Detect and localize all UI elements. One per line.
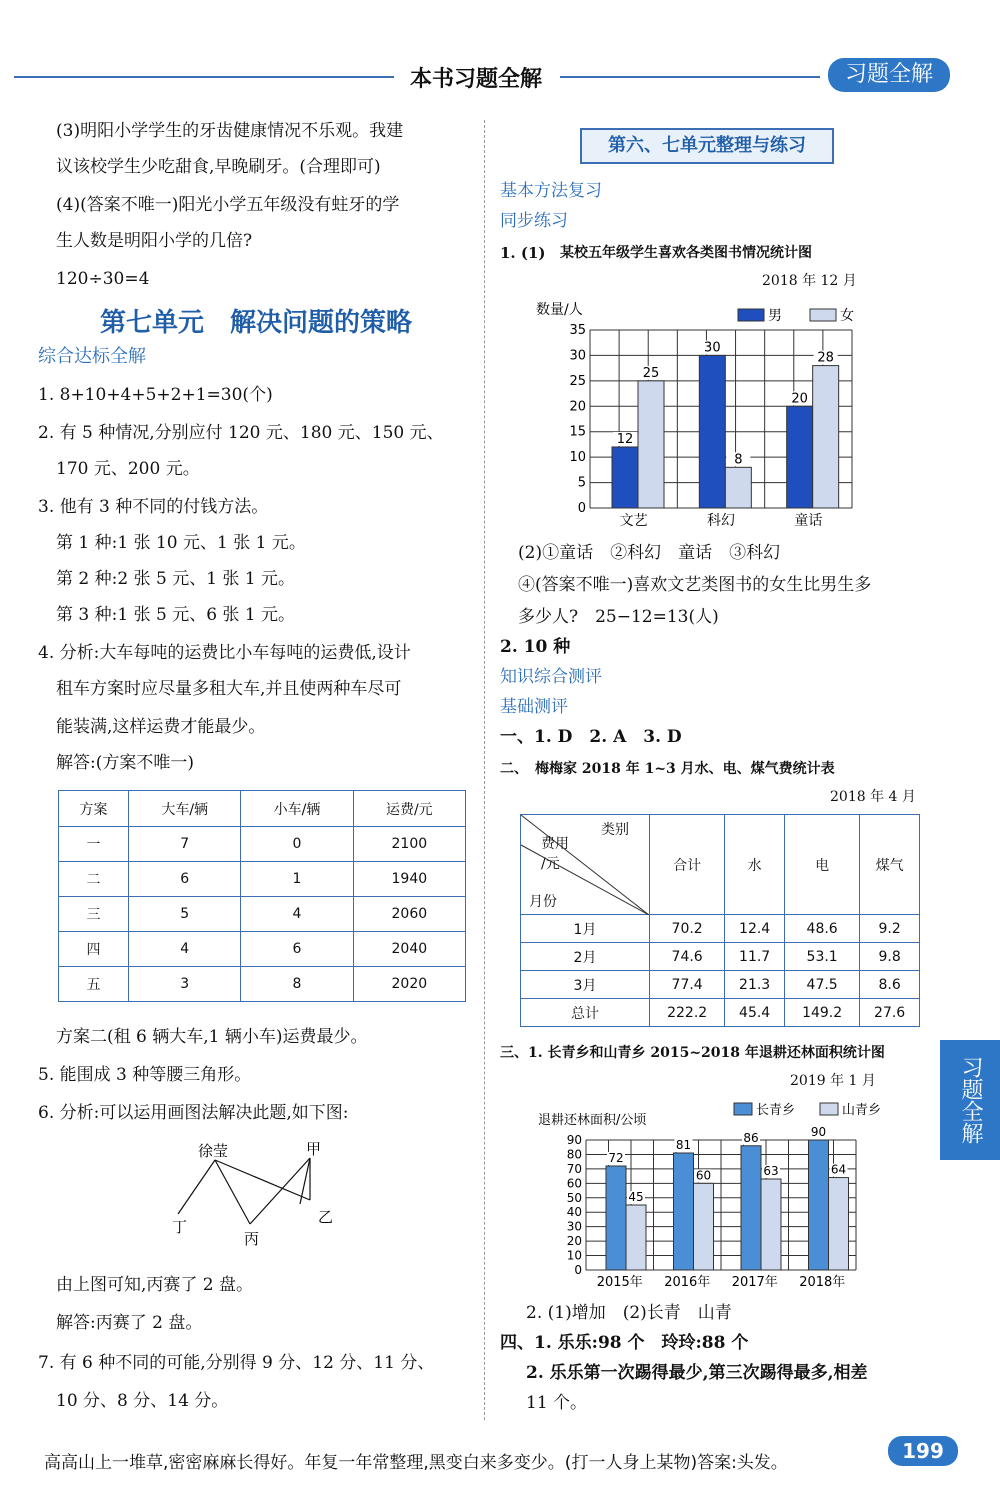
table-cell: 48.6 <box>784 915 859 943</box>
table-cell: 2月 <box>521 943 650 971</box>
category-label: 2018年 <box>799 1275 846 1290</box>
footer-riddle: 高高山上一堆草,密密麻麻长得好。年复一年常整理,黑变白来多变少。(打一人身上某物)答案:头发。 <box>44 1453 788 1473</box>
y-tick-label: 10 <box>566 1248 582 1263</box>
y-tick-label: 80 <box>566 1147 582 1162</box>
q4-line2: 租车方案时应尽量多租大车,并且使两种车尽可 <box>56 679 402 699</box>
bar <box>725 467 751 508</box>
data-label: 25 <box>642 365 660 381</box>
bar <box>606 1166 626 1270</box>
data-label: 90 <box>810 1125 827 1139</box>
data-label: 28 <box>817 350 834 366</box>
q3-line2: 第 1 种:1 张 10 元、1 张 1 元。 <box>56 533 306 553</box>
ans-1: 一、1. D 2. A 3. D <box>500 727 682 747</box>
table-cell: 9.8 <box>860 943 920 971</box>
bar <box>741 1146 761 1270</box>
table-cell: 74.6 <box>650 943 725 971</box>
q3-line1: 3. 他有 3 种不同的付钱方法。 <box>38 497 269 517</box>
unit-title: 第七单元 解决问题的策略 <box>100 308 413 338</box>
graph-label-b: 甲 <box>306 1140 322 1158</box>
p4-line3: 120÷30=4 <box>56 269 150 289</box>
q7-line2: 10 分、8 分、14 分。 <box>56 1391 229 1411</box>
category-label: 2017年 <box>731 1275 778 1290</box>
corner-mid2: /元 <box>541 856 560 872</box>
header-title: 本书习题全解 <box>410 67 543 92</box>
category-label: 童话 <box>794 513 823 529</box>
data-label: 64 <box>830 1162 847 1177</box>
q2-line1: 2. 有 5 种情况,分别应付 120 元、180 元、150 元、 <box>38 423 444 443</box>
table-cell: 149.2 <box>784 999 859 1027</box>
section-box: 第六、七单元整理与练习 <box>580 128 834 164</box>
table-cell: 8.6 <box>860 971 920 999</box>
table-cell: 3 <box>129 967 241 1002</box>
q1: 1. 8+10+4+5+2+1=30(个) <box>38 385 273 405</box>
table-cell: 5 <box>129 897 241 932</box>
data-label: 8 <box>734 452 743 468</box>
table-cell: 45.4 <box>725 999 785 1027</box>
table-cell: 1940 <box>353 862 465 897</box>
page-number: 199 <box>888 1436 958 1466</box>
sub-heading-1: 基本方法复习 <box>500 181 602 201</box>
r-q1-2-line2: ④(答案不唯一)喜欢文艺类图书的女生比男生多 <box>518 575 872 595</box>
table-cell: 9.2 <box>860 915 920 943</box>
bar <box>612 447 638 508</box>
graph-label-d: 丙 <box>244 1230 260 1248</box>
data-label: 86 <box>743 1130 759 1145</box>
y-tick-label: 90 <box>566 1133 582 1147</box>
legend-label: 山青乡 <box>842 1103 882 1118</box>
table-cell: 总计 <box>521 999 650 1027</box>
table-cell: 1月 <box>521 915 650 943</box>
data-label: 20 <box>791 391 808 407</box>
sub-heading-3: 知识综合测评 <box>500 667 602 687</box>
table-cell: 4 <box>241 897 353 932</box>
column-divider <box>484 120 485 1420</box>
table-cell: 二 <box>59 862 129 897</box>
fee-table <box>520 814 920 1027</box>
y-tick-label: 20 <box>569 399 586 415</box>
table-cell: 2040 <box>353 932 465 967</box>
table-header: 合计 <box>650 815 725 915</box>
y-tick-label: 0 <box>574 1263 582 1277</box>
data-label: 12 <box>616 431 634 447</box>
ans-4-line1: 四、1. 乐乐:98 个 玲玲:88 个 <box>500 1333 749 1353</box>
table-header: 小车/辆 <box>241 791 353 827</box>
table-cell: 一 <box>59 827 129 862</box>
p3-line2: 议该校学生少吃甜食,早晚刷牙。(合理即可) <box>56 157 381 177</box>
bar <box>787 406 813 508</box>
sub-heading-2: 同步练习 <box>500 211 568 231</box>
table-cell: 21.3 <box>725 971 785 999</box>
table-cell: 27.6 <box>860 999 920 1027</box>
q4-line3: 能装满,这样运费才能最少。 <box>56 717 266 737</box>
q4-conclusion: 方案二(租 6 辆大车,1 辆小车)运费最少。 <box>56 1027 368 1047</box>
forest-chart <box>530 1094 910 1294</box>
sub-heading-4: 基础测评 <box>500 697 568 717</box>
y-tick-label: 5 <box>577 475 586 491</box>
category-label: 2016年 <box>664 1275 711 1290</box>
ans-3-2: 2. (1)增加 (2)长青 山青 <box>526 1303 732 1323</box>
y-tick-label: 10 <box>569 450 586 466</box>
q4-line1: 4. 分析:大车每吨的运费比小车每吨的运费低,设计 <box>38 643 411 663</box>
table-cell: 2020 <box>353 967 465 1002</box>
legend-label: 女 <box>840 308 854 324</box>
y-tick-label: 0 <box>577 501 586 516</box>
table-cell: 222.2 <box>650 999 725 1027</box>
table-cell: 12.4 <box>725 915 785 943</box>
table-header: 方案 <box>59 791 129 827</box>
corner-mid: 费用 <box>541 836 569 852</box>
ans-4-line3: 11 个。 <box>526 1393 588 1413</box>
table-cell: 6 <box>241 932 353 967</box>
y-tick-label: 15 <box>569 424 586 440</box>
ans-3-title: 三、1. 长青乡和山青乡 2015~2018 年退耕还林面积统计图 <box>500 1045 885 1061</box>
r-q2: 2. 10 种 <box>500 637 571 657</box>
data-label: 60 <box>695 1168 712 1183</box>
q7-line1: 7. 有 6 种不同的可能,分别得 9 分、12 分、11 分、 <box>38 1353 435 1373</box>
category-label: 科幻 <box>707 513 735 529</box>
corner-top: 类别 <box>601 822 629 838</box>
table-cell: 3月 <box>521 971 650 999</box>
header-line-left <box>14 76 394 78</box>
bar <box>809 1140 829 1270</box>
legend-label: 男 <box>768 308 782 324</box>
table-cell: 53.1 <box>784 943 859 971</box>
data-label: 72 <box>608 1151 624 1165</box>
y-tick-label: 60 <box>566 1176 582 1191</box>
side-tab: 习题全解 <box>940 1040 1000 1160</box>
y-tick-label: 25 <box>569 373 586 389</box>
table-header: 运费/元 <box>353 791 465 827</box>
category-label: 2015年 <box>596 1275 643 1290</box>
bar <box>626 1205 646 1270</box>
y-axis-label: 退耕还林面积/公顷 <box>538 1113 647 1128</box>
section-heading: 综合达标全解 <box>38 346 146 367</box>
table-cell: 四 <box>59 932 129 967</box>
y-tick-label: 30 <box>566 1219 582 1234</box>
table-header: 煤气 <box>860 815 920 915</box>
ans-4-line2: 2. 乐乐第一次踢得最少,第三次踢得最多,相差 <box>526 1363 868 1383</box>
r-q1-2-line3: 多少人? 25−12=13(人) <box>518 607 719 627</box>
q6-line2: 解答:丙赛了 2 盘。 <box>56 1313 203 1333</box>
table-cell: 77.4 <box>650 971 725 999</box>
table-header: 大车/辆 <box>129 791 241 827</box>
q2-line2: 170 元、200 元。 <box>56 459 200 479</box>
bar <box>813 366 839 508</box>
graph-label-e: 乙 <box>318 1208 334 1226</box>
table-cell: 2100 <box>353 827 465 862</box>
table-cell: 三 <box>59 897 129 932</box>
legend-swatch <box>820 1103 838 1115</box>
r-q1-label: 1. (1) <box>500 244 546 262</box>
y-tick-label: 35 <box>569 323 586 338</box>
y-tick-label: 40 <box>566 1205 582 1220</box>
table-corner <box>521 815 650 915</box>
legend-swatch <box>734 1103 752 1115</box>
y-tick-label: 70 <box>566 1161 582 1176</box>
bar <box>638 381 664 508</box>
data-label: 81 <box>675 1138 692 1152</box>
match-graph <box>160 1134 350 1254</box>
y-tick-label: 20 <box>566 1234 582 1249</box>
table-cell: 4 <box>129 932 241 967</box>
y-tick-label: 30 <box>569 348 586 364</box>
chart1-date: 2018 年 12 月 <box>762 273 857 289</box>
chart2-date: 2019 年 1 月 <box>790 1073 876 1089</box>
ans-2-date: 2018 年 4 月 <box>830 789 916 805</box>
table-cell: 2060 <box>353 897 465 932</box>
p4-line2: 生人数是明阳小学的几倍? <box>56 231 253 251</box>
table-cell: 0 <box>241 827 353 862</box>
q4-line4: 解答:(方案不唯一) <box>56 753 194 773</box>
p4-line1: (4)(答案不唯一)阳光小学五年级没有蛀牙的学 <box>56 195 400 215</box>
data-label: 45 <box>628 1190 644 1204</box>
table-header: 水 <box>725 815 785 915</box>
graph-label-a: 徐莹 <box>198 1142 229 1160</box>
q6: 6. 分析:可以运用画图法解决此题,如下图: <box>38 1103 349 1123</box>
table-cell: 五 <box>59 967 129 1002</box>
r-q1-2-line1: (2)①童话 ②科幻 童话 ③科幻 <box>518 543 781 563</box>
table-cell: 1 <box>241 862 353 897</box>
ans-2-title: 二、 梅梅家 2018 年 1~3 月水、电、煤气费统计表 <box>500 761 835 777</box>
table-header: 电 <box>784 815 859 915</box>
q3-line3: 第 2 种:2 张 5 元、1 张 1 元。 <box>56 569 296 589</box>
legend-swatch <box>738 309 764 321</box>
q3-line4: 第 3 种:1 张 5 元、6 张 1 元。 <box>56 605 296 625</box>
rental-table <box>58 790 466 1002</box>
bar <box>674 1153 694 1270</box>
y-axis-label: 数量/人 <box>536 302 583 318</box>
data-label: 30 <box>704 340 721 356</box>
y-tick-label: 50 <box>566 1190 582 1205</box>
table-cell: 7 <box>129 827 241 862</box>
header-line-right <box>560 76 820 78</box>
legend-label: 长青乡 <box>756 1103 796 1118</box>
bar <box>694 1183 714 1270</box>
q6-line1: 由上图可知,丙赛了 2 盘。 <box>56 1275 254 1295</box>
header-tab: 习题全解 <box>828 58 950 92</box>
category-label: 文艺 <box>619 513 648 529</box>
bar <box>829 1178 849 1270</box>
table-cell: 70.2 <box>650 915 725 943</box>
table-cell: 8 <box>241 967 353 1002</box>
bar <box>699 355 725 508</box>
table-cell: 6 <box>129 862 241 897</box>
corner-bottom: 月份 <box>529 894 557 910</box>
q5: 5. 能围成 3 种等腰三角形。 <box>38 1065 252 1085</box>
table-cell: 47.5 <box>784 971 859 999</box>
p3-line1: (3)明阳小学学生的牙齿健康情况不乐观。我建 <box>56 121 404 141</box>
book-chart <box>530 294 870 540</box>
chart1-title: 某校五年级学生喜欢各类图书情况统计图 <box>560 245 812 261</box>
legend-swatch <box>810 309 836 321</box>
bar <box>761 1179 781 1270</box>
table-cell: 11.7 <box>725 943 785 971</box>
data-label: 63 <box>763 1164 779 1178</box>
graph-label-c: 丁 <box>172 1218 188 1236</box>
